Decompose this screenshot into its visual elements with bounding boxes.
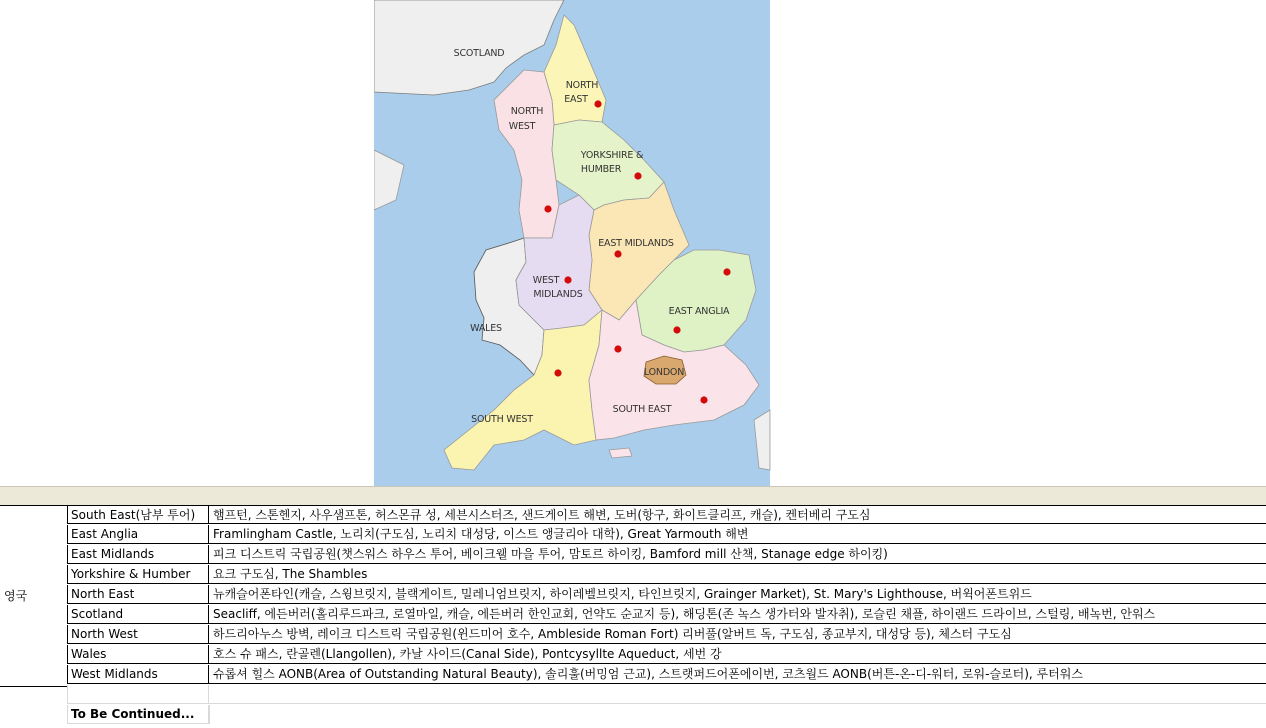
region-name-cell: East Anglia xyxy=(67,525,209,544)
region-name-cell: Wales xyxy=(67,645,209,664)
region-places-cell: 피크 디스트릭 국립공원(챗스워스 하우스 투어, 베이크웰 마을 투어, 맘토르 하이킹, Bamford mill 산책, Stanage edge 하이킹) xyxy=(209,545,1266,564)
continued-row xyxy=(0,705,1266,725)
marker-east-midlands xyxy=(614,250,621,257)
marker-south-west xyxy=(554,369,561,376)
region-places-cell: 호스 슈 패스, 란골렌(Llangollen), 카날 사이드(Canal Side), Pontcysyllte Aqueduct, 세번 강 xyxy=(209,645,1266,664)
table-row xyxy=(0,545,1266,565)
marker-north-west xyxy=(544,205,551,212)
region-name-cell: West Midlands xyxy=(67,665,209,684)
label-wales: WALES xyxy=(470,323,502,334)
sheet-divider-strip xyxy=(0,486,1266,506)
region-places-cell: 요크 구도심, The Shambles xyxy=(209,565,1266,584)
region-places-cell: Seacliff, 에든버러(홀리루드파크, 로열마일, 캐슬, 에든버러 한인교회, 언약도 순교지 등), 해딩톤(존 녹스 생가터와 발자취), 로슬린 채플, 하이랜드 드라이브, 스털링, 배녹번, 안워스 xyxy=(209,605,1266,624)
landmass-isle-of-wight xyxy=(609,448,632,458)
region-name-cell: Yorkshire & Humber xyxy=(67,565,209,584)
label-north-west-1: NORTH xyxy=(510,106,544,117)
blank-row xyxy=(0,685,1266,705)
label-north-east-1: NORTH xyxy=(565,80,599,91)
region-name-cell: North West xyxy=(67,625,209,644)
table-row xyxy=(0,585,1266,605)
region-places-cell: 하드리아누스 방벽, 레이크 디스트릭 국립공원(윈드미어 호수, Ambleside Roman Fort) 리버풀(알버트 독, 구도심, 종교부지, 대성당 등), 체스터 구도심 xyxy=(209,625,1266,644)
region-places-cell: 햄프턴, 스톤헨지, 사우샘프톤, 허스몬큐 성, 세븐시스터즈, 샌드게이트 해변, 도버(항구, 화이트클리프, 캐슬), 켄터베리 구도심 xyxy=(209,505,1266,524)
label-scotland: SCOTLAND xyxy=(453,48,505,59)
marker-south-east xyxy=(700,396,707,403)
label-london: LONDON xyxy=(643,367,685,378)
label-north-east-2: EAST xyxy=(564,94,588,105)
region-name-cell: Scotland xyxy=(67,605,209,624)
blank-region-cell xyxy=(67,685,209,704)
marker-south-east-north xyxy=(614,345,621,352)
table-row xyxy=(0,525,1266,545)
table-row xyxy=(0,565,1266,585)
label-east-midlands: EAST MIDLANDS xyxy=(598,238,674,249)
table-row xyxy=(0,605,1266,625)
blank-desc-cell xyxy=(209,685,1266,704)
label-yorkshire-1: YORKSHIRE & xyxy=(580,150,644,161)
table-row xyxy=(0,645,1266,665)
label-north-west-2: WEST xyxy=(508,121,536,132)
region-name-cell: North East xyxy=(67,585,209,604)
table-row xyxy=(0,505,1266,525)
region-name-cell: South East(남부 투어) xyxy=(67,505,209,524)
england-regions-map xyxy=(374,0,776,502)
region-places-cell: 슈롭셔 힐스 AONB(Area of Outstanding Natural Beauty), 솔리훌(버밍엄 근교), 스트랫퍼드어폰에이번, 코츠월드 AONB(버튼-온-디-워터, 로워-슬로터), 루터워스 xyxy=(209,665,1266,684)
region-places-cell: 뉴캐슬어폰타인(캐슬, 스윙브릿지, 블랙게이트, 밀레니엄브릿지, 하이레벨브릿지, 타인브릿지, Grainger Market), St. Mary's Lighthouse, 버윅어폰트위드 xyxy=(209,585,1266,604)
table-row xyxy=(0,665,1266,685)
continued-desc-cell xyxy=(209,705,1266,724)
marker-east-anglia xyxy=(673,326,680,333)
country-label: 영국 xyxy=(4,589,28,603)
continued-label: To Be Continued... xyxy=(67,705,209,724)
label-east-anglia: EAST ANGLIA xyxy=(668,306,730,317)
label-west-midlands-2: MIDLANDS xyxy=(533,289,583,300)
region-name-cell: East Midlands xyxy=(67,545,209,564)
marker-east-anglia-north xyxy=(723,268,730,275)
map-svg xyxy=(374,0,776,502)
label-west-midlands-1: WEST xyxy=(532,275,560,286)
label-yorkshire-2: HUMBER xyxy=(580,164,622,175)
region-places-cell: Framlingham Castle, 노리치(구도심, 노리치 대성당, 이스트 앵글리아 대학), Great Yarmouth 해변 xyxy=(209,525,1266,544)
label-south-west: SOUTH WEST xyxy=(471,414,533,425)
marker-west-midlands xyxy=(564,276,571,283)
label-south-east: SOUTH EAST xyxy=(612,404,672,415)
marker-yorkshire xyxy=(634,172,641,179)
table-row xyxy=(0,625,1266,645)
marker-north-east xyxy=(594,100,601,107)
